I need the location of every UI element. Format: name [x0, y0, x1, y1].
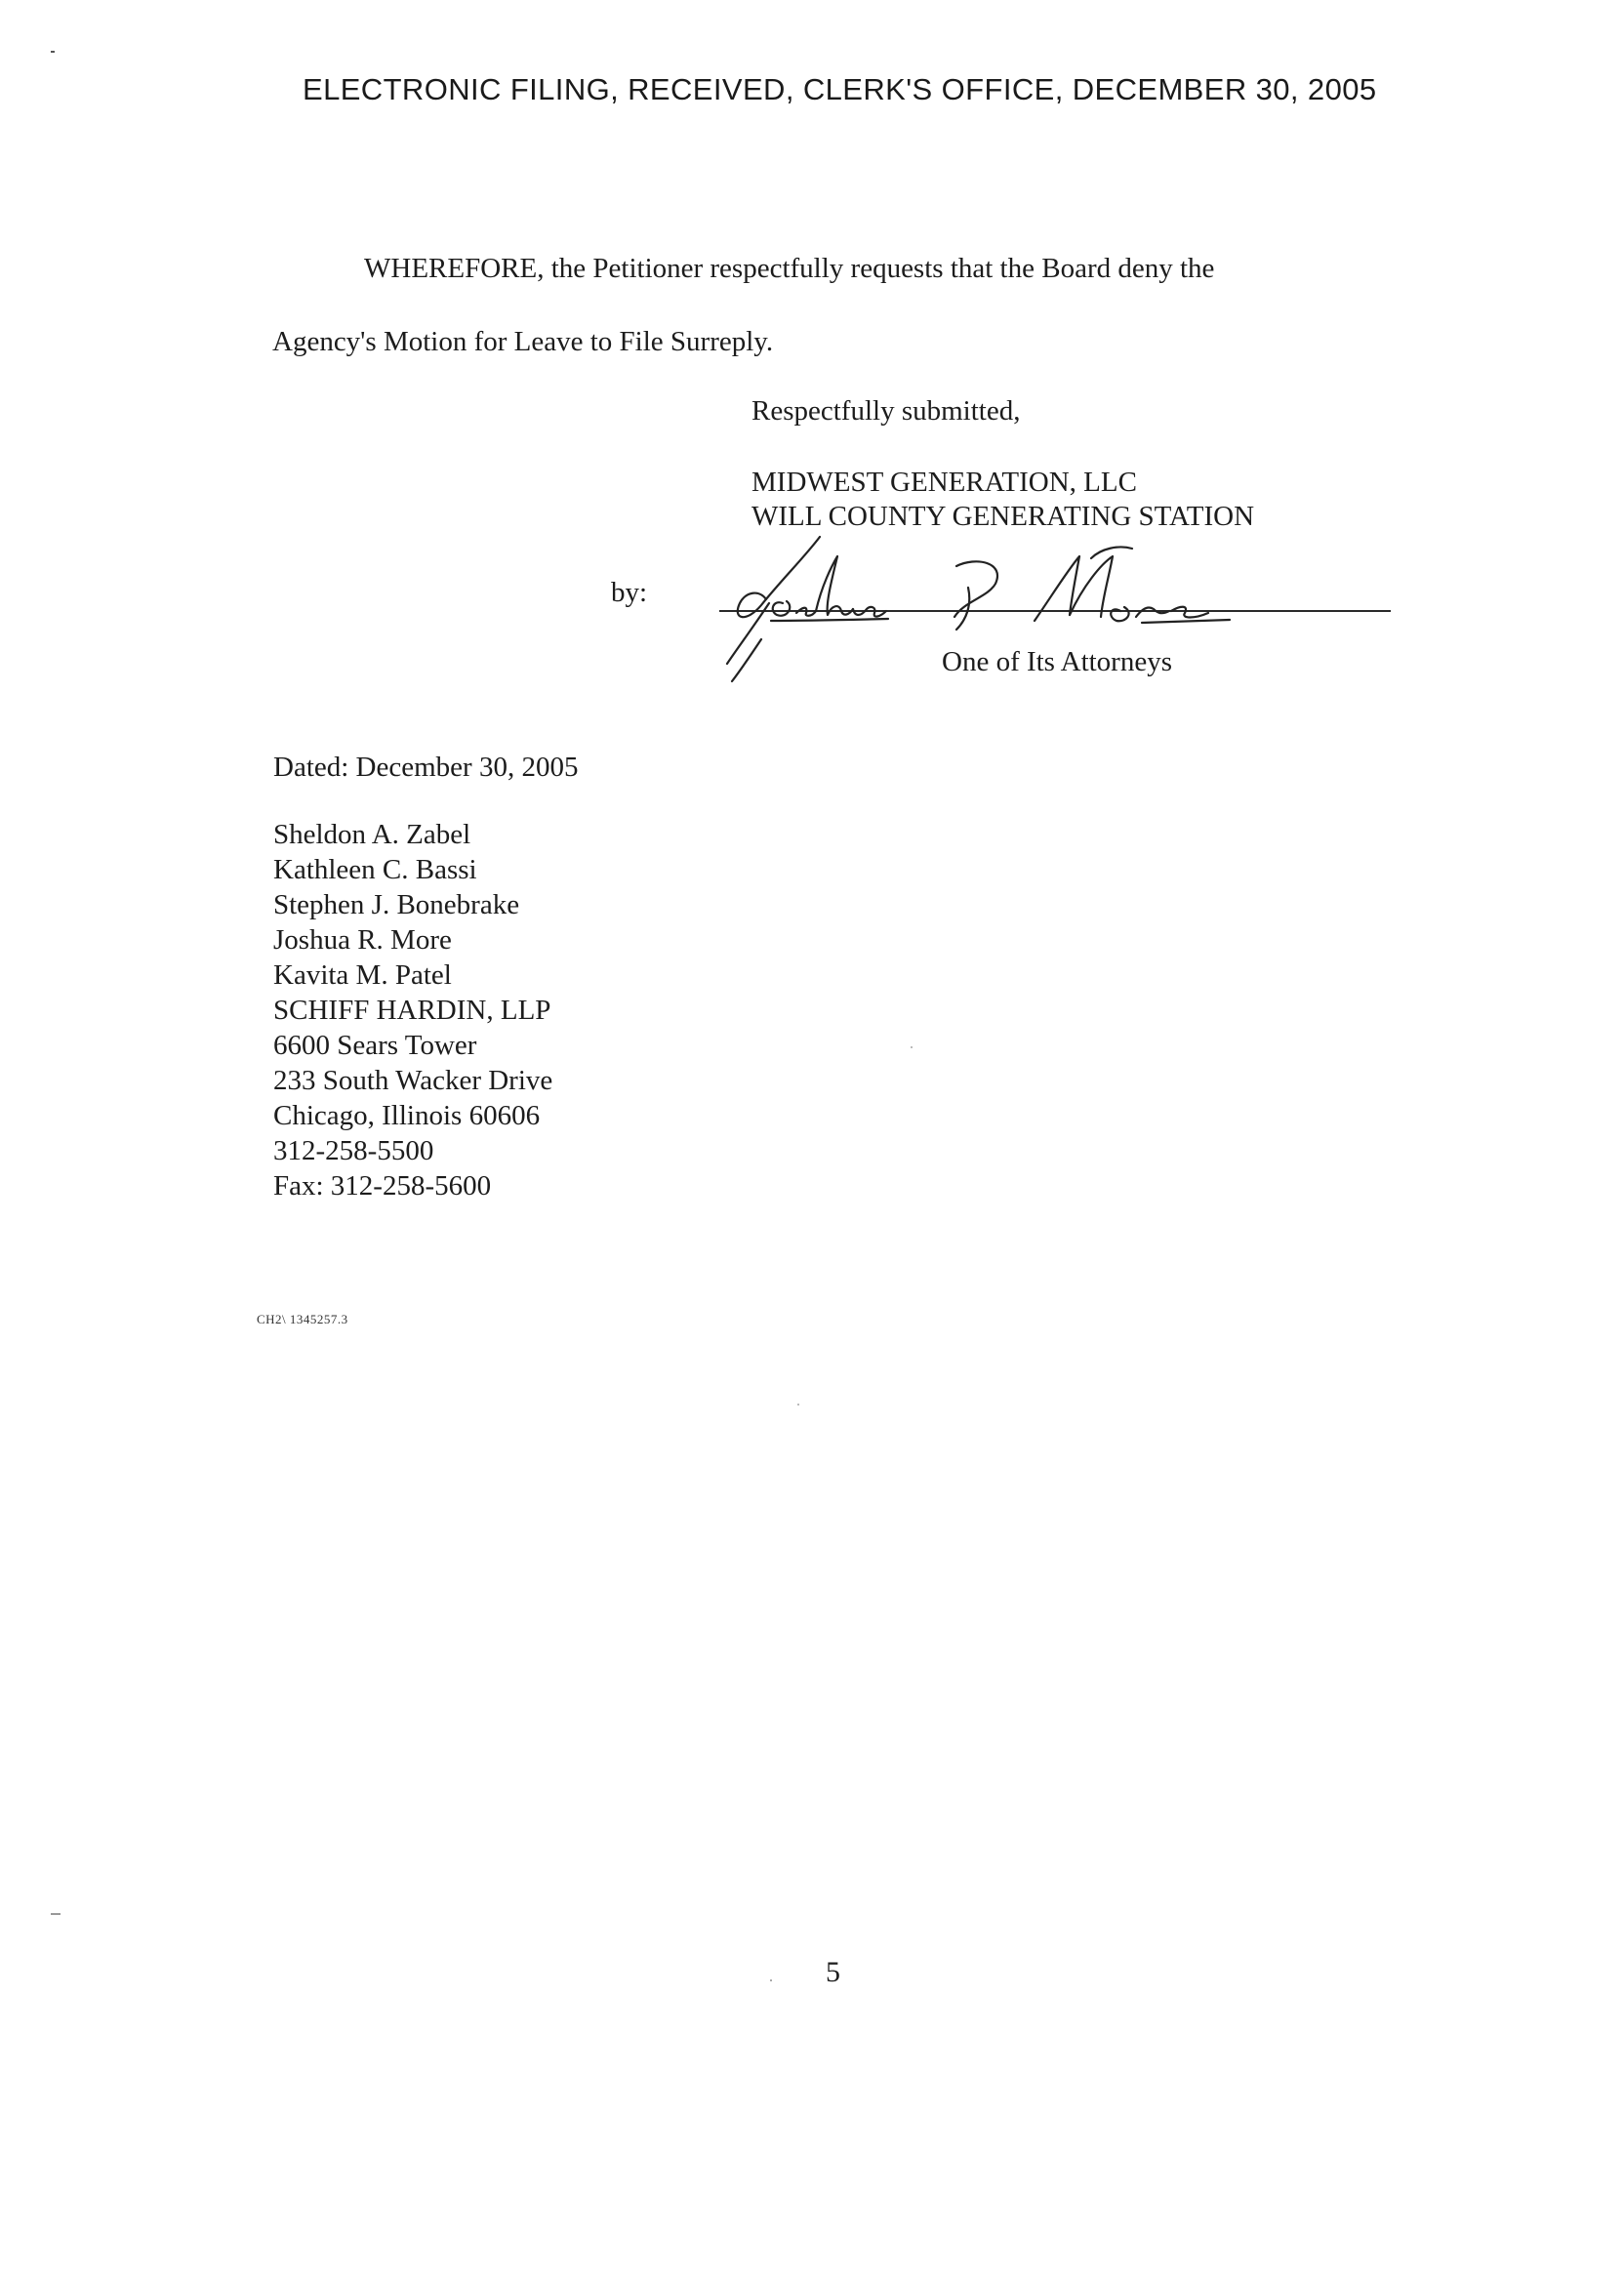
attorney-name: Stephen J. Bonebrake [273, 889, 520, 920]
body-paragraph-line-1: WHEREFORE, the Petitioner respectfully requests that the Board deny the [364, 253, 1215, 284]
attorney-address-block [273, 817, 552, 1203]
signer-title: One of Its Attorneys [942, 646, 1172, 677]
scan-speck [770, 1979, 772, 1981]
attorney-name: Kathleen C. Bassi [273, 854, 477, 885]
scan-speck [51, 1913, 61, 1915]
dated-line: Dated: December 30, 2005 [273, 752, 579, 783]
firm-phone: 312-258-5500 [273, 1135, 434, 1166]
attorney-name: Kavita M. Patel [273, 959, 452, 991]
company-name: MIDWEST GENERATION, LLC [751, 467, 1137, 498]
filing-stamp-header: ELECTRONIC FILING, RECEIVED, CLERK'S OFFICE, DECEMBER 30, 2005 [303, 72, 1377, 106]
firm-name: SCHIFF HARDIN, LLP [273, 995, 551, 1026]
attorney-name: Sheldon A. Zabel [273, 819, 471, 850]
scan-speck [797, 1404, 799, 1406]
scan-speck [911, 1046, 913, 1048]
firm-address-line-1: 6600 Sears Tower [273, 1030, 477, 1061]
firm-address-line-2: 233 South Wacker Drive [273, 1065, 553, 1096]
firm-city-state-zip: Chicago, Illinois 60606 [273, 1100, 541, 1131]
closing-line: Respectfully submitted, [751, 395, 1021, 427]
page-number: 5 [826, 1956, 840, 1988]
body-paragraph-line-2: Agency's Motion for Leave to File Surreply. [272, 326, 774, 357]
station-name: WILL COUNTY GENERATING STATION [751, 501, 1255, 532]
by-label: by: [611, 577, 648, 608]
attorney-name: Joshua R. More [273, 924, 452, 956]
scan-speck [51, 51, 55, 53]
firm-fax: Fax: 312-258-5600 [273, 1170, 492, 1202]
document-code: CH2\ 1345257.3 [257, 1312, 348, 1326]
